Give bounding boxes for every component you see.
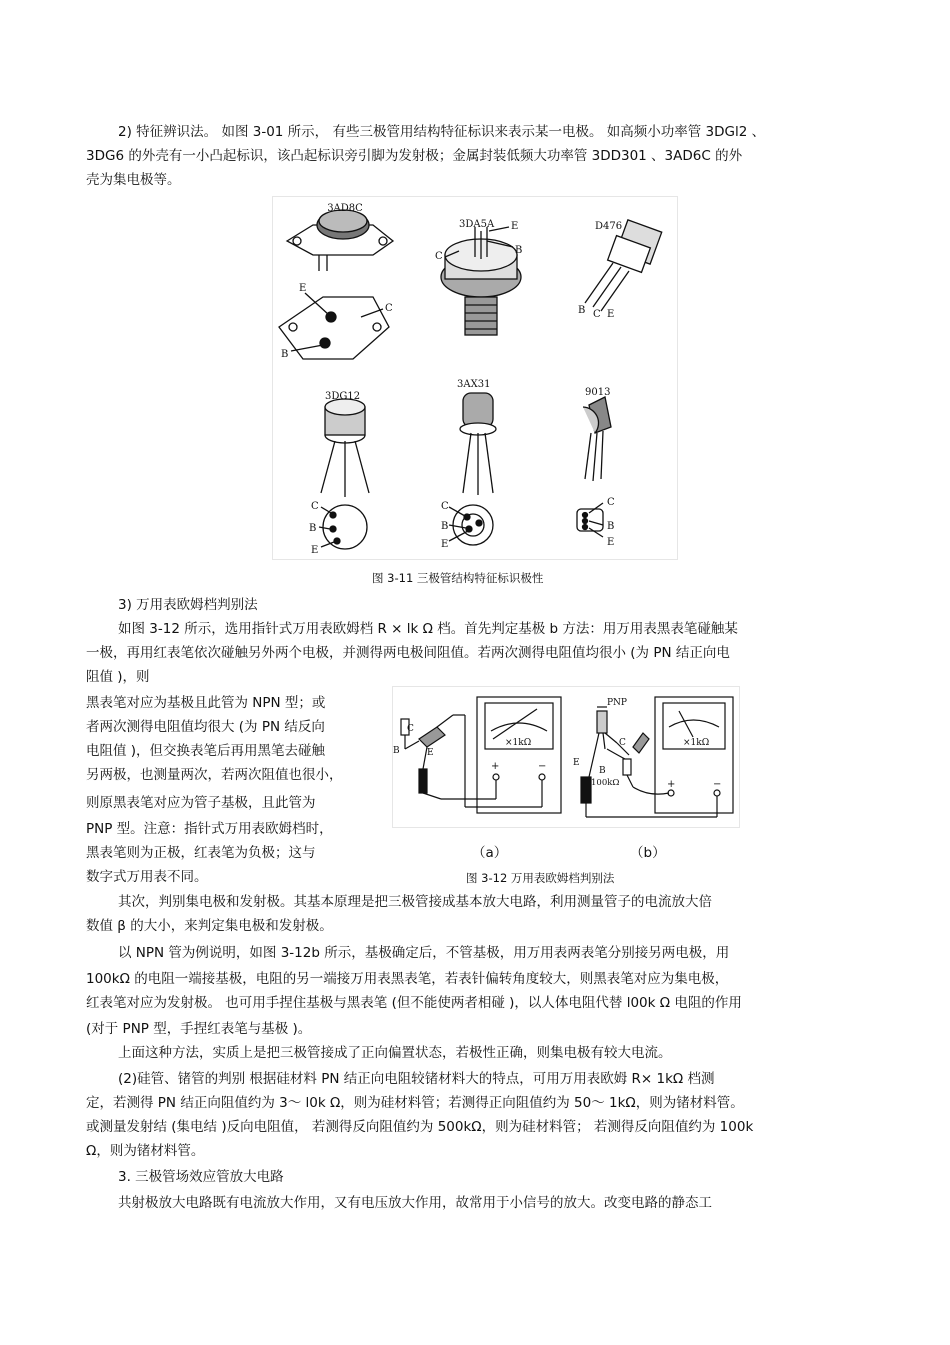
- pnp-label: PNP: [607, 698, 627, 708]
- pin-label: B: [599, 766, 606, 776]
- plus-terminal-a: +: [491, 761, 500, 772]
- meter-scale-b: ×1kΩ: [683, 738, 710, 748]
- para4-line-4: (对于 PNP 型，手捏红表笔与基极 )。: [86, 1021, 312, 1037]
- para4-line-1: 以 NPN 管为例说明，如图 3-12b 所示，基极确定后，不管基极，用万用表两表笔分别接另两电极，用: [118, 945, 730, 961]
- para3-line-1: 其次，判别集电极和发射极。其基本原理是把三极管接成基本放大电路，利用测量管子的电流放大倍: [118, 894, 712, 910]
- section-heading-4: 3. 三极管场效应管放大电路: [118, 1169, 284, 1185]
- pin-label: E: [607, 537, 615, 548]
- resistor-label: 100kΩ: [591, 778, 620, 788]
- pin-label: E: [311, 545, 319, 556]
- para1-line-3: 壳为集电极等。: [86, 172, 181, 188]
- side-text-line-5: 则原黑表笔对应为管子基极，且此管为: [86, 795, 316, 811]
- para7: 共射极放大电路既有电流放大作用，又有电压放大作用，故常用于小信号的放大。改变电路的静态工: [118, 1195, 712, 1211]
- para1-line-2: 3DG6 的外壳有一小凸起标识，该凸起标识旁引脚为发射极；金属封装低频大功率管 3DD301 、3AD6C 的外: [86, 148, 743, 164]
- pin-label: C: [311, 501, 319, 512]
- part-label-9013: 9013: [585, 387, 611, 398]
- pin-label: C: [435, 251, 443, 262]
- pin-label: B: [515, 245, 523, 256]
- side-text-line-4: 另两极，也测量两次，若两次阻值也很小，: [86, 767, 343, 783]
- transistor-figure: [272, 196, 678, 560]
- figure1-caption: 图 3-11 三极管结构特征标识极性: [372, 571, 544, 585]
- multimeter-diagram: [393, 687, 739, 827]
- transistor-illustration: [273, 197, 677, 559]
- pin-label: E: [607, 309, 615, 320]
- pin-label: E: [511, 221, 519, 232]
- para4-line-3: 红表笔对应为发射极。 也可用手捏住基极与黑表笔 (但不能使两者相碰 )，以人体电阻代替 l00k Ω 电阻的作用: [86, 995, 742, 1011]
- pin-label: C: [441, 501, 449, 512]
- figure2-label-b: （b）: [630, 845, 666, 861]
- pin-label: E: [299, 283, 307, 294]
- figure2-caption: 图 3-12 万用表欧姆档判别法: [466, 871, 615, 885]
- pin-label: B: [578, 305, 586, 316]
- para6-line-1: (2)硅管、锗管的判别 根据硅材料 PN 结正向电阻较锗材料大的特点，可用万用表欧姆 R× 1kΩ 档测: [118, 1071, 715, 1087]
- pin-label: B: [441, 521, 449, 532]
- pin-label: C: [593, 309, 601, 320]
- side-text-line-1: 黑表笔对应为基极且此管为 NPN 型；或: [86, 695, 326, 711]
- side-text-line-8: 数字式万用表不同。: [86, 869, 208, 885]
- meter-scale-a: ×1kΩ: [505, 738, 532, 748]
- side-text-line-3: 电阻值 )，但交换表笔后再用黑笔去碰触: [86, 743, 326, 759]
- para1-line-1: 2) 特征辨识法。 如图 3-01 所示， 有些三极管用结构特征标识来表示某一电极。 如高频小功率管 3DGl2 、: [118, 124, 766, 140]
- pin-label: E: [441, 539, 449, 550]
- part-label-3ad8c: 3AD8C: [327, 203, 363, 214]
- para6-line-4: Ω，则为锗材料管。: [86, 1143, 205, 1159]
- pin-label: B: [393, 746, 400, 756]
- pin-label: B: [281, 349, 289, 360]
- part-label-3da5a: 3DA5A: [459, 219, 495, 230]
- para4-line-2: 100kΩ 的电阻一端接基极，电阻的另一端接万用表黑表笔，若表针偏转角度较大，则黑表笔对应为集电极，: [86, 971, 729, 987]
- side-text-line-6: PNP 型。注意：指针式万用表欧姆档时，: [86, 821, 333, 837]
- para6-line-2: 定，若测得 PN 结正向阻值约为 3～ l0k Ω，则为硅材料管；若测得正向阻值约为 50～ 1kΩ，则为锗材料管。: [86, 1095, 744, 1111]
- pin-label: B: [607, 521, 615, 532]
- side-text-line-2: 者两次测得电阻值均很大 (为 PN 结反向: [86, 719, 325, 735]
- figure2-label-a: （a）: [472, 845, 508, 861]
- para2-line-3: 阻值 )，则: [86, 669, 150, 685]
- plus-terminal-b: +: [667, 779, 676, 790]
- para6-line-3: 或测量发射结 (集电结 )反向电阻值， 若测得反向阻值约为 500kΩ，则为硅材料管； 若测得反向阻值约为 100k: [86, 1119, 754, 1135]
- pin-label: C: [619, 738, 626, 748]
- para3-line-2: 数值 β 的大小，来判定集电极和发射极。: [86, 918, 333, 934]
- pin-label: E: [573, 758, 580, 768]
- minus-terminal-b: −: [713, 779, 722, 790]
- para5: 上面这种方法，实质上是把三极管接成了正向偏置状态，若极性正确，则集电极有较大电流。: [118, 1045, 672, 1061]
- part-label-3ax31: 3AX31: [457, 379, 491, 390]
- pin-label: E: [427, 748, 434, 758]
- minus-terminal-a: −: [538, 761, 547, 772]
- para2-line-2: 一极，再用红表笔依次碰触另外两个电极，并测得两电极间阻值。若两次测得电阻值均很小 (为 PN 结正向电: [86, 645, 730, 661]
- pin-label: C: [385, 303, 393, 314]
- part-label-3dg12: 3DG12: [325, 391, 361, 402]
- side-text-line-7: 黑表笔则为正极，红表笔为负极；这与: [86, 845, 316, 861]
- section-heading-3: 3) 万用表欧姆档判别法: [118, 597, 258, 613]
- pin-label: B: [309, 523, 317, 534]
- pin-label: C: [607, 497, 615, 508]
- part-label-d476: D476: [595, 221, 623, 232]
- multimeter-figure: [392, 686, 740, 828]
- para2-line-1: 如图 3-12 所示，选用指针式万用表欧姆档 R × lk Ω 档。首先判定基极 b 方法：用万用表黑表笔碰触某: [118, 621, 738, 637]
- pin-label: C: [407, 724, 414, 734]
